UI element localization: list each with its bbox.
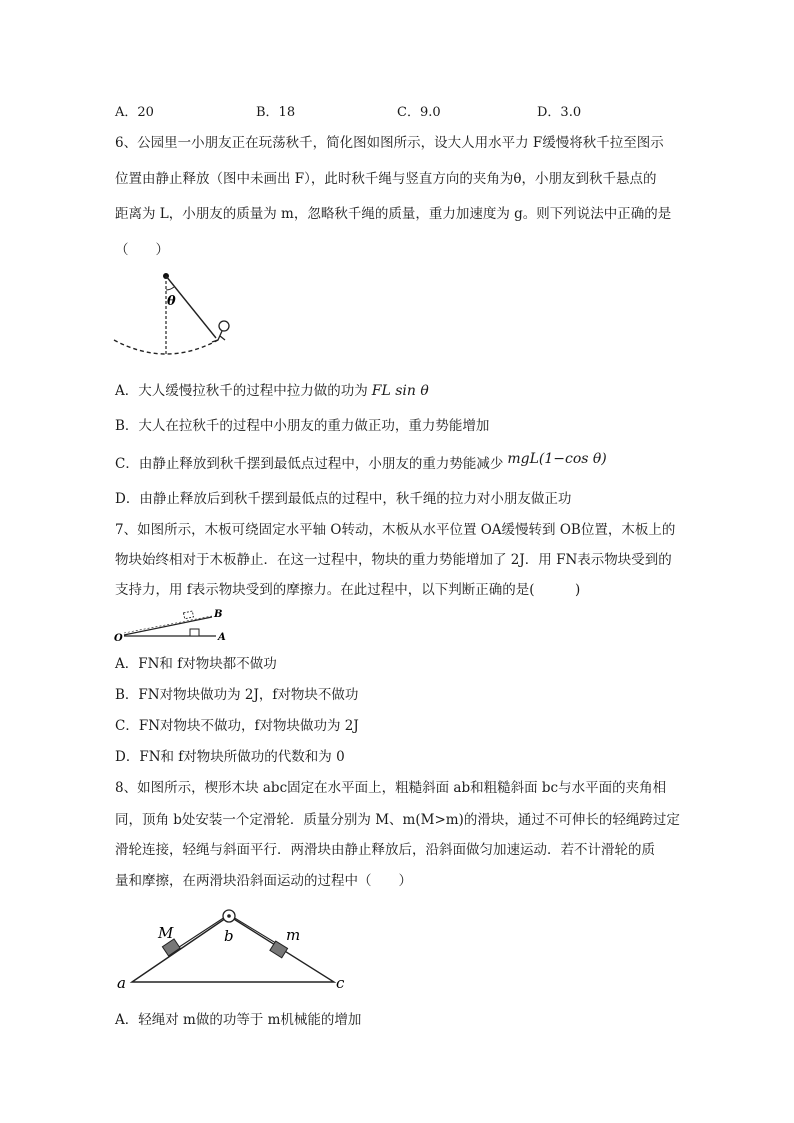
swing-figure [112, 268, 242, 360]
q6-stem-line-4: （ ） [115, 242, 169, 258]
q7-stem-line-3: 支持力，用 f表示物块受到的摩擦力。在此过程中，以下判断正确的是( ) [115, 582, 581, 598]
label-m: m [286, 926, 301, 944]
q6-option-b: B．大人在拉秋千的过程中小朋友的重力做正功，重力势能增加 [115, 418, 490, 434]
block-on-board [190, 629, 199, 636]
board-figure [112, 606, 232, 646]
child-figure [212, 321, 229, 342]
q8-stem-line-3: 滑轮连接，轻绳与斜面平行．两滑块由静止释放后，沿斜面做匀加速运动．若不计滑轮的质 [115, 842, 655, 858]
q6-option-c-formula: mgL(1−cos θ) [507, 451, 607, 467]
q6-option-a-text: A．大人缓慢拉秋千的过程中拉力做的功为 [115, 383, 368, 399]
q5-option-c: C．9.0 [397, 105, 441, 120]
wedge-figure [112, 904, 362, 992]
q5-option-b: B．18 [256, 105, 296, 120]
q7-stem-line-2: 物块始终相对于木板静止．在这一过程中，物块的重力势能增加了 2J．用 FN表示物块受到的 [115, 552, 672, 568]
label-M: M [158, 924, 174, 942]
q5-option-d: D．3.0 [537, 105, 582, 120]
label-A: A [218, 632, 226, 643]
q8-stem-line-1: 8、如图所示，楔形木块 abc固定在水平面上，粗糙斜面 ab和粗糙斜面 bc与水平面的夹角相 [115, 780, 667, 796]
block-dashed [183, 611, 193, 619]
q6-option-d: D．由静止释放后到秋千摆到最低点的过程中，秋千绳的拉力对小朋友做正功 [115, 491, 572, 507]
pulley-axle [227, 914, 231, 918]
label-a: a [117, 974, 126, 992]
angle-arc [166, 287, 174, 290]
q8-stem-line-2: 同，顶角 b处安装一个定滑轮．质量分别为 M、m(M>m)的滑块，通过不可伸长的轻绳跨过定 [115, 812, 680, 828]
label-B: B [214, 609, 223, 620]
q6-stem-line-3: 距离为 L，小朋友的质量为 m，忽略秋千绳的质量，重力加速度为 g。则下列说法中正确的是 [115, 206, 672, 222]
label-b: b [224, 927, 234, 945]
angle-label: θ [167, 294, 176, 309]
q8-option-a: A．轻绳对 m做的功等于 m机械能的增加 [115, 1012, 362, 1028]
q6-option-a [115, 381, 429, 401]
q6-option-a-formula: FL sin θ [371, 383, 429, 399]
q8-stem-line-4: 量和摩擦，在两滑块沿斜面运动的过程中（ ） [115, 873, 412, 889]
q6-option-c [115, 451, 607, 474]
label-O: O [114, 633, 123, 644]
q6-option-c-text: C．由静止释放到秋千摆到最低点过程中，小朋友的重力势能减少 [115, 456, 504, 472]
q6-stem-line-2: 位置由静止释放（图中未画出 F），此时秋千绳与竖直方向的夹角为θ，小朋友到秋千悬点的 [115, 171, 657, 187]
q7-option-c: C．FN对物块不做功，f对物块做功为 2J [115, 718, 359, 734]
q7-option-b: B．FN对物块做功为 2J，f对物块不做功 [115, 687, 359, 703]
q7-option-a: A．FN和 f对物块都不做功 [115, 656, 277, 672]
q7-stem-line-1: 7、如图所示，木板可绕固定水平轴 O转动，木板从水平位置 OA缓慢转到 OB位置，木板上的 [115, 522, 676, 538]
q5-option-a: A．20 [115, 105, 154, 120]
label-c: c [336, 974, 345, 992]
q7-option-d: D．FN和 f对物块所做功的代数和为 0 [115, 749, 345, 765]
q6-stem-line-1: 6、公园里一小朋友正在玩荡秋千，简化图如图所示，设大人用水平力 F缓慢将秋千拉至图示 [115, 135, 664, 151]
